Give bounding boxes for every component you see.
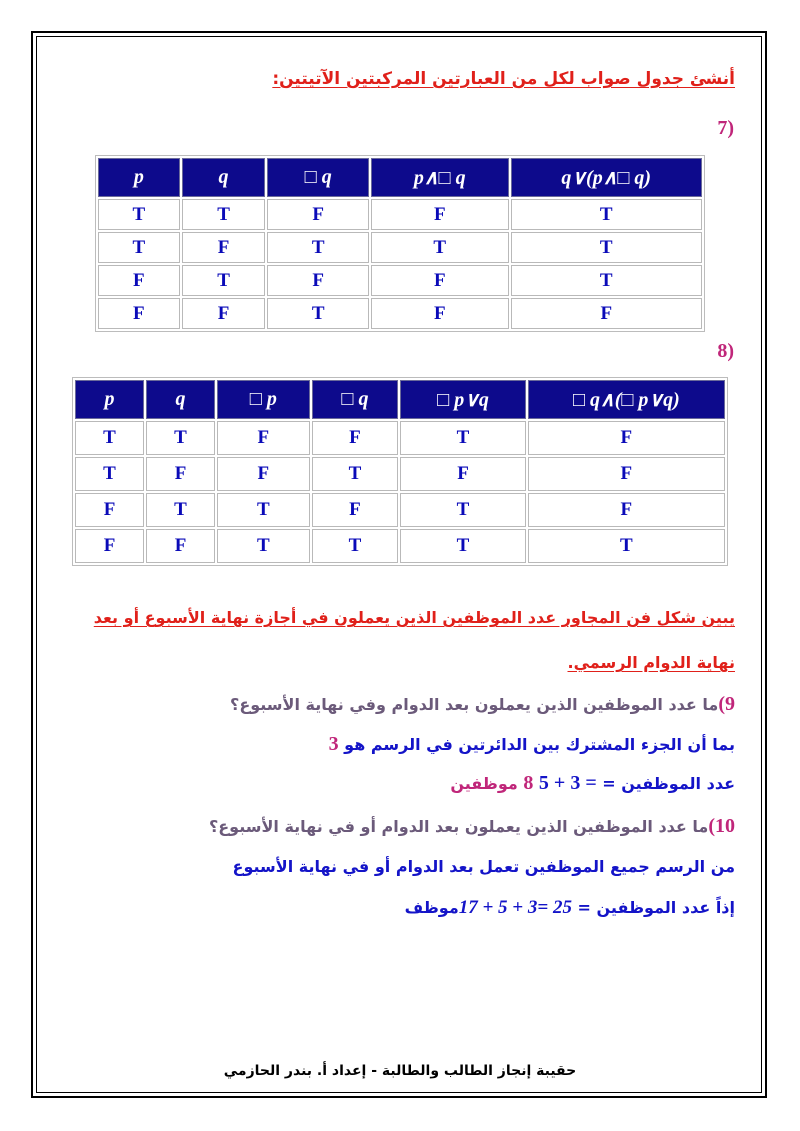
table-cell: T <box>511 199 702 230</box>
col-header: □ q <box>267 158 369 197</box>
table-cell: F <box>98 265 180 296</box>
table-cell: F <box>182 298 266 329</box>
table-cell: F <box>182 232 266 263</box>
table-cell: F <box>371 298 509 329</box>
table-cell: T <box>371 232 509 263</box>
table-row <box>75 421 725 455</box>
table-row <box>75 529 725 563</box>
table-cell: F <box>371 199 509 230</box>
table-cell: F <box>75 493 144 527</box>
table-cell: T <box>267 298 369 329</box>
question-9-number: 9) <box>718 693 735 715</box>
calc-10-label: إذاً عدد الموظفين = <box>577 898 735 917</box>
table-cell: F <box>312 421 399 455</box>
col-header: □ q∧(□ p∨q) <box>528 380 725 419</box>
question-10-text: ما عدد الموظفين الذين يعملون بعد الدوام أو في نهاية الأسبوع؟ <box>208 817 709 836</box>
question-10 <box>209 815 735 838</box>
table-cell: T <box>217 529 310 563</box>
answer-9-calc <box>450 772 735 795</box>
col-header: q <box>182 158 266 197</box>
table-cell: F <box>528 493 725 527</box>
col-header: q <box>146 380 215 419</box>
venn-heading-line-2: نهاية الدوام الرسمي. <box>567 653 735 672</box>
table-header-row <box>75 380 725 419</box>
tables-heading: أنشئ جدول صواب لكل من العبارتين المركبتين الآتيتين: <box>272 69 735 89</box>
table-cell: F <box>267 265 369 296</box>
calc-10-unit: موظف <box>404 898 459 917</box>
table-cell: T <box>400 493 525 527</box>
question-10-number: 10) <box>708 815 735 837</box>
col-header: q∨(p∧□ q) <box>511 158 702 197</box>
table-row <box>75 457 725 491</box>
table-cell: T <box>75 421 144 455</box>
table-cell: T <box>528 529 725 563</box>
answer-9-value: 3 <box>328 733 339 755</box>
calc-9-result: 8 <box>523 772 534 794</box>
page-footer: حقيبة إنجاز الطالب والطالبة - إعداد أ. بندر الحازمي <box>223 1063 577 1079</box>
col-header: p <box>98 158 180 197</box>
table-cell: T <box>511 265 702 296</box>
table-cell: F <box>146 457 215 491</box>
answer-10-text: من الرسم جميع الموظفين تعمل بعد الدوام أو في نهاية الأسبوع <box>232 857 735 876</box>
table-cell: T <box>75 457 144 491</box>
table-cell: F <box>528 457 725 491</box>
answer-9-text: بما أن الجزء المشترك بين الدائرتين في الرسم هو <box>344 735 735 754</box>
table-cell: F <box>267 199 369 230</box>
table-row <box>98 265 702 296</box>
table-cell: T <box>98 199 180 230</box>
col-header: □ p∨q <box>400 380 525 419</box>
answer-10-line-1 <box>233 857 735 876</box>
answer-9-line-1 <box>329 733 735 756</box>
col-header: p∧□ q <box>371 158 509 197</box>
table-cell: F <box>75 529 144 563</box>
table-cell: T <box>146 421 215 455</box>
table-cell: T <box>217 493 310 527</box>
table-cell: T <box>146 493 215 527</box>
table-cell: F <box>217 421 310 455</box>
col-header: □ p <box>217 380 310 419</box>
table-cell: T <box>400 529 525 563</box>
calc-9-unit: موظفين <box>450 774 518 793</box>
truth-table-7 <box>95 155 705 332</box>
table-cell: T <box>400 421 525 455</box>
table-cell: F <box>146 529 215 563</box>
table-row <box>75 493 725 527</box>
table-cell: F <box>528 421 725 455</box>
table-cell: T <box>312 457 399 491</box>
table-cell: F <box>98 298 180 329</box>
table-cell: F <box>312 493 399 527</box>
question-8-label: (8 <box>717 340 734 362</box>
table-cell: F <box>217 457 310 491</box>
table-row <box>98 298 702 329</box>
question-9 <box>230 693 735 716</box>
question-9-text: ما عدد الموظفين الذين يعملون بعد الدوام وفي نهاية الأسبوع؟ <box>230 695 719 714</box>
table-cell: T <box>98 232 180 263</box>
truth-table-8 <box>72 377 728 566</box>
table-cell: F <box>400 457 525 491</box>
calc-10-expression: 17 + 5 + 3= 25 <box>458 897 572 918</box>
calc-9-expression: 5 + 3 = <box>538 772 597 794</box>
table-cell: T <box>182 265 266 296</box>
table-header-row <box>98 158 702 197</box>
table-row <box>98 199 702 230</box>
table-cell: F <box>511 298 702 329</box>
question-7-label: (7 <box>717 117 734 139</box>
calc-9-label: عدد الموظفين = <box>602 774 735 793</box>
col-header: p <box>75 380 144 419</box>
col-header: □ q <box>312 380 399 419</box>
table-row <box>98 232 702 263</box>
venn-heading-line-1: يبين شكل فن المجاور عدد الموظفين الذين يعملون في أجازة نهاية الأسبوع أو بعد <box>93 608 735 627</box>
table-cell: T <box>267 232 369 263</box>
table-cell: T <box>312 529 399 563</box>
table-cell: T <box>511 232 702 263</box>
answer-10-calc <box>405 897 735 919</box>
table-cell: F <box>371 265 509 296</box>
table-cell: T <box>182 199 266 230</box>
